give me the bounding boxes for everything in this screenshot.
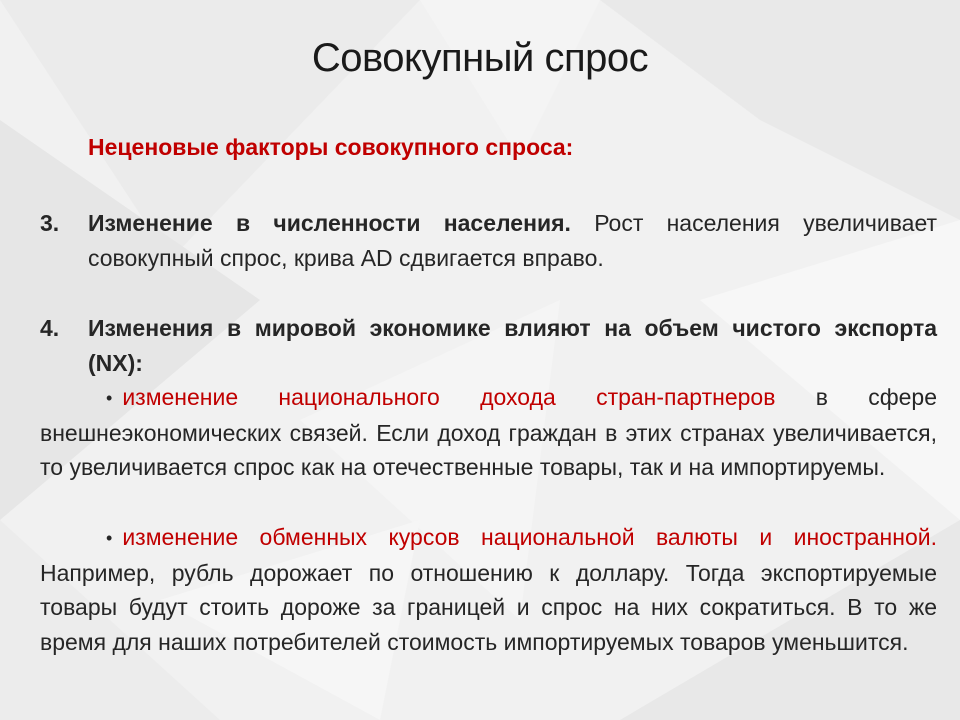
slide-title: Совокупный спрос: [311, 36, 649, 80]
bullet-1-text: в сфере внешнеэкономических связей. Если доход граждан в этих странах увеличивается, то увеличивается спрос как на отечественные товары, так и на импортируемы.: [40, 384, 938, 480]
item-3-number: 3.: [40, 210, 60, 236]
bullet-2-text: Например, рубль дорожает по отношению к доллару. Тогда экспортируемые товары будут стоить дороже за границей и спрос на них сократиться. В то же время для наших потребителей стоимость импортируемых товаров уменьшится.: [40, 559, 937, 655]
item-4-heading: Изменения в мировой экономике влияют на объем чистого экспорта (NX):: [88, 315, 937, 376]
item-3: [40, 206, 937, 275]
item-4: [40, 311, 937, 380]
bullet-1-icon: •: [106, 388, 113, 408]
bullet-1-highlight: изменение национального дохода стран-партнеров: [122, 384, 776, 410]
bullet-2-icon: •: [106, 528, 113, 548]
bullet-1: [40, 380, 937, 485]
slide-subtitle: Неценовые факторы совокупного спроса:: [88, 134, 574, 160]
item-3-heading: Изменение в численности населения.: [88, 210, 571, 236]
bullet-2: [40, 520, 937, 659]
item-3-text: Рост населения увеличивает совокупный спрос, крива AD сдвигается вправо.: [88, 210, 938, 271]
bullet-2-highlight: изменение обменных курсов национальной валюты и иностранной.: [122, 524, 937, 550]
item-4-number: 4.: [40, 315, 60, 341]
